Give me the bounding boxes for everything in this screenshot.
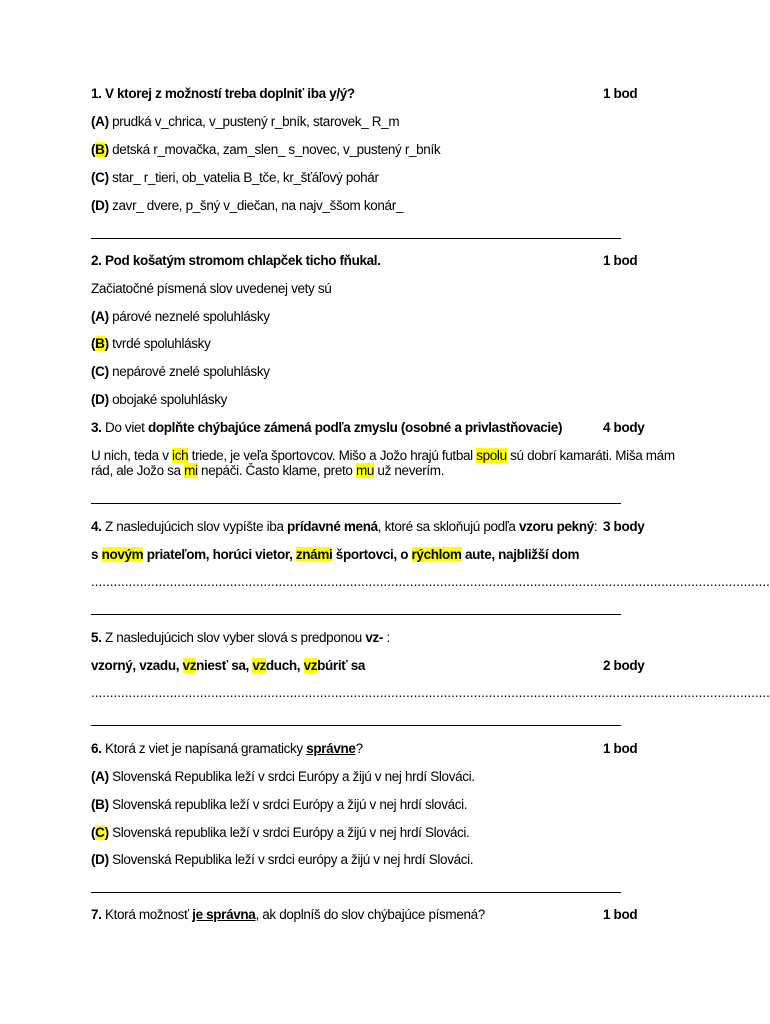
- q1-option-d: (D) zavr_ dvere, p_šný v_diečan, na najv_ššom konár_: [91, 198, 403, 213]
- q7-points: 1 bod: [603, 907, 638, 922]
- option-letter-highlighted: B: [95, 336, 105, 351]
- answer-highlight: ich: [172, 448, 189, 463]
- q6-option-d: (D) Slovenská Republika leží v srdci európy a žijú v nej hrdí Slováci.: [91, 852, 474, 867]
- q5-question: 5. Z nasledujúcich slov vyber slová s predponou vz- :: [91, 630, 390, 645]
- q6-option-c: (C) Slovenská republika leží v srdci Európy a žijú v nej hrdí Slováci.: [91, 825, 470, 840]
- option-text: zavr_ dvere, p_šný v_diečan, na najv_ššom konár_: [112, 198, 403, 213]
- q5-number: 5.: [91, 630, 102, 645]
- q2-number: 2.: [91, 253, 102, 268]
- q7-number: 7.: [91, 907, 102, 922]
- q3-points: 4 body: [603, 420, 645, 435]
- q1-question: [91, 86, 355, 102]
- answer-line: .....................................................................................................................................................................................: [91, 685, 770, 700]
- option-text: obojaké spoluhlásky: [112, 392, 228, 407]
- q6-option-a: (A) Slovenská Republika leží v srdci Európy a žijú v nej hrdí Slováci.: [91, 769, 475, 784]
- option-text: prudká v_chrica, v_pustený r_bník, starovek_ R_m: [112, 114, 400, 129]
- q2-option-c: (C) nepárové znelé spoluhlásky: [91, 364, 270, 379]
- q6-option-b: (B) Slovenská republika leží v srdci Európy a žijú v nej hrdí slováci.: [91, 797, 468, 812]
- option-text: nepárové znelé spoluhlásky: [112, 364, 270, 379]
- q7-question: 7. Ktorá možnosť je správna, ak doplníš do slov chýbajúce písmená?: [91, 907, 485, 922]
- option-text: star_ r_tieri, ob_vatelia B_tče, kr_šťáľový pohár: [112, 170, 379, 185]
- q2-option-d: (D) obojaké spoluhlásky: [91, 392, 228, 407]
- option-letter-highlighted: C: [95, 825, 105, 840]
- q4-number: 4.: [91, 519, 102, 534]
- q1-option-c: (C) star_ r_tieri, ob_vatelia B_tče, kr_šťáľový pohár: [91, 170, 379, 185]
- option-text: Slovenská republika leží v srdci Európy a žijú v nej hrdí Slováci.: [112, 825, 470, 840]
- answer-line: .....................................................................................................................................................................................: [91, 574, 770, 589]
- q3-text: doplňte chýbajúce zámená podľa zmyslu (osobné a privlastňovacie): [147, 420, 563, 435]
- q2-text: Pod košatým stromom chlapček ticho fňukal.: [104, 253, 381, 268]
- answer-highlight: rýchlom: [411, 547, 462, 562]
- q5-words: vzorný, vzadu, vzniesť sa, vzduch, vzbúriť sa: [91, 658, 366, 673]
- divider: [91, 503, 621, 504]
- q3-question: [91, 420, 562, 436]
- q2-option-b: (B) tvrdé spoluhlásky: [91, 336, 211, 351]
- q1-option-b: (B) detská r_movačka, zam_slen_ s_novec, v_pustený r_bník: [91, 142, 441, 157]
- q4-points: 3 body: [603, 519, 645, 534]
- q5-points: 2 body: [603, 658, 645, 673]
- q1-number: 1.: [91, 86, 102, 101]
- option-text: tvrdé spoluhlásky: [112, 336, 211, 351]
- q2-option-a: (A) párové neznelé spoluhlásky: [91, 309, 270, 324]
- q1-points: 1 bod: [603, 86, 638, 101]
- answer-highlight: mi: [184, 463, 198, 478]
- q6-question: 6. Ktorá z viet je napísaná gramaticky správne?: [91, 741, 363, 756]
- option-letter: B: [95, 797, 105, 812]
- option-letter: D: [95, 392, 105, 407]
- option-text: párové neznelé spoluhlásky: [112, 309, 270, 324]
- answer-highlight: mu: [355, 463, 375, 478]
- q4-words: s novým priateľom, horúci vietor, známi športovci, o rýchlom aute, najbližší dom: [91, 547, 580, 562]
- q1-text: V ktorej z možností treba doplniť iba y/ý?: [104, 86, 355, 101]
- option-text: detská r_movačka, zam_slen_ s_novec, v_pustený r_bník: [112, 142, 441, 157]
- divider: [91, 614, 621, 615]
- option-letter: C: [95, 170, 105, 185]
- option-letter: D: [95, 852, 105, 867]
- q1-option-a: (A) prudká v_chrica, v_pustený r_bník, starovek_ R_m: [91, 114, 400, 129]
- divider: [91, 238, 621, 239]
- option-letter: A: [95, 114, 105, 129]
- answer-highlight: známi: [295, 547, 333, 562]
- option-text: Slovenská republika leží v srdci Európy a žijú v nej hrdí slováci.: [112, 797, 468, 812]
- answer-highlight: spolu: [476, 448, 507, 463]
- option-text: Slovenská Republika leží v srdci európy a žijú v nej hrdí Slováci.: [112, 852, 474, 867]
- answer-highlight: vz: [252, 658, 266, 673]
- divider: [91, 725, 621, 726]
- option-letter: A: [95, 769, 105, 784]
- q3-lead: Do viet: [104, 420, 148, 435]
- q2-subtext: Začiatočné písmená slov uvedenej vety sú: [91, 281, 332, 296]
- option-text: Slovenská Republika leží v srdci Európy a žijú v nej hrdí Slováci.: [112, 769, 475, 784]
- q6-points: 1 bod: [603, 741, 638, 756]
- q6-number: 6.: [91, 741, 102, 756]
- option-letter-highlighted: B: [95, 142, 105, 157]
- q2-question: [91, 253, 381, 269]
- q2-points: 1 bod: [603, 253, 638, 268]
- option-letter: A: [95, 309, 105, 324]
- option-letter: C: [95, 364, 105, 379]
- option-letter: D: [95, 198, 105, 213]
- answer-highlight: vz: [182, 658, 197, 673]
- divider: [91, 892, 621, 893]
- answer-highlight: novým: [101, 547, 144, 562]
- answer-highlight: vz: [303, 658, 318, 673]
- q4-question: 4. Z nasledujúcich slov vypíšte iba prídavné mená, ktoré sa skloňujú podľa vzoru pekný:: [91, 519, 598, 534]
- q3-number: 3.: [91, 420, 102, 435]
- q3-paragraph: U nich, teda v ich triede, je veľa športovcov. Mišo a Jožo hrajú futbal spolu sú dobrí kamaráti. Miša mám rád, ale Jožo sa mi nepáči. Často klame, preto mu už neverím.: [91, 448, 675, 478]
